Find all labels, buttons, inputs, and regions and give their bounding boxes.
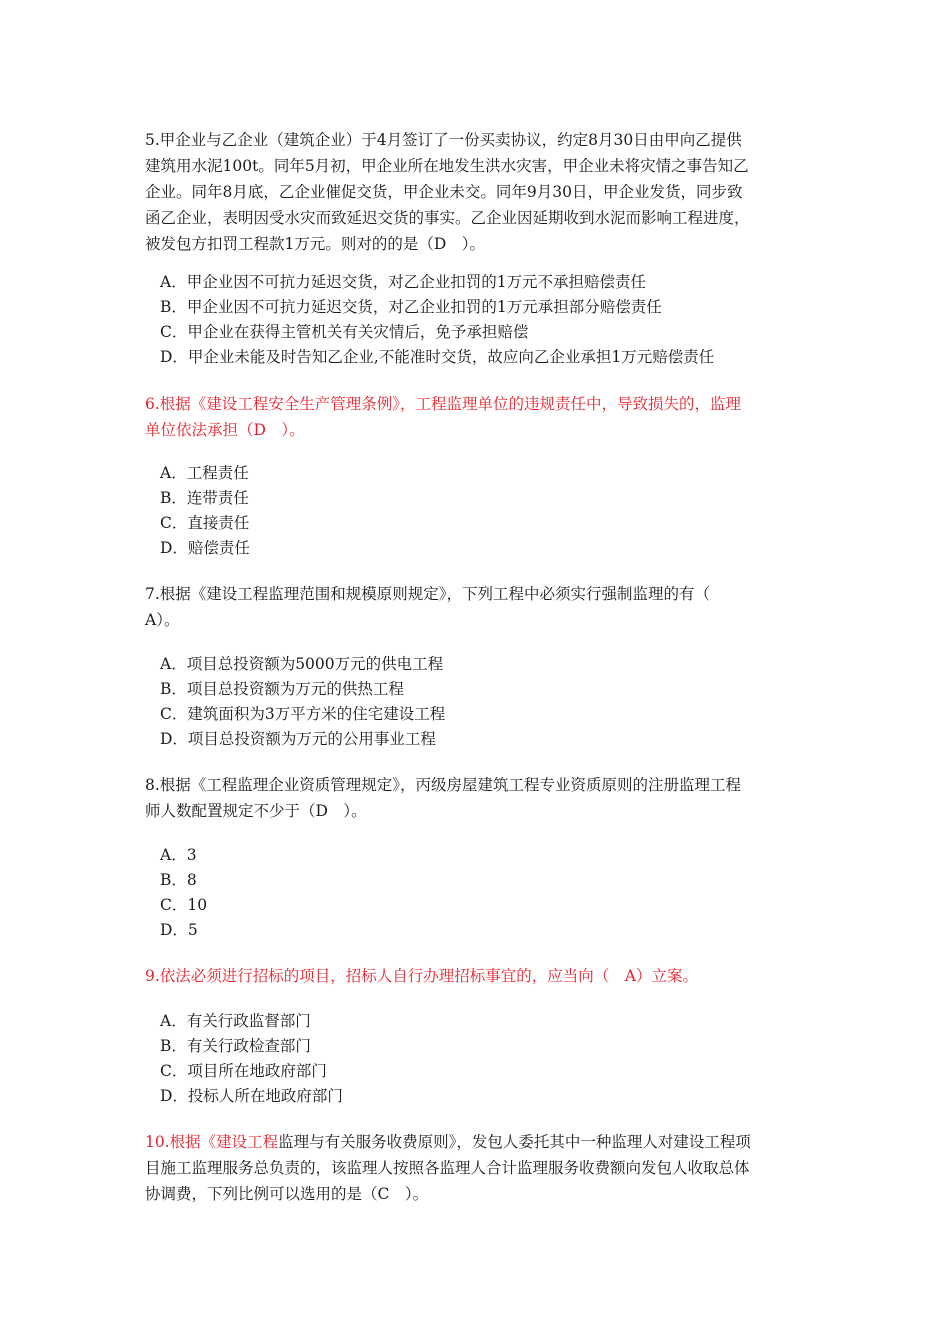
- question-text-line: 6.根据《建设工程安全生产管理条例》，工程监理单位的违规责任中，导致损失的，监理: [145, 395, 742, 413]
- options-9: [160, 1009, 800, 1109]
- question-text-line: 7.根据《建设工程监理范围和规模原则规定》，下列工程中必须实行强制监理的有（: [145, 585, 711, 603]
- option-c: C．10: [160, 896, 208, 914]
- option-d: D．项目总投资额为万元的公用事业工程: [160, 730, 436, 748]
- options-6: [160, 461, 800, 561]
- question-10: [145, 1129, 810, 1207]
- option-a: A．项目总投资额为5000万元的供电工程: [160, 655, 444, 673]
- option-b: B．项目总投资额为万元的供热工程: [160, 680, 404, 698]
- question-text-continuation: 监理与有关服务收费原则》，发包人委托其中一种监理人对建设工程项: [278, 1133, 751, 1151]
- option-d: D．赔偿责任: [160, 539, 250, 557]
- question-9: [145, 963, 810, 989]
- option-a: A．甲企业因不可抗力延迟交货，对乙企业扣罚的1万元不承担赔偿责任: [160, 273, 647, 291]
- question-text-line: 协调费，下列比例可以选用的是（C ）。: [145, 1185, 429, 1203]
- option-d: D．甲企业未能及时告知乙企业,不能准时交货，故应向乙企业承担1万元赔偿责任: [160, 348, 715, 366]
- option-b: B．甲企业因不可抗力延迟交货，对乙企业扣罚的1万元承担部分赔偿责任: [160, 298, 662, 316]
- question-text-line: 5.甲企业与乙企业（建筑企业）于4月签订了一份买卖协议，约定8月30日由甲向乙提供: [145, 131, 742, 149]
- question-text-line: 单位依法承担（D ）。: [145, 421, 305, 439]
- option-c: C．项目所在地政府部门: [160, 1062, 327, 1080]
- option-c: C．直接责任: [160, 514, 250, 532]
- option-b: B．有关行政检查部门: [160, 1037, 311, 1055]
- question-text-line: [145, 1129, 810, 1155]
- question-text-line: 函乙企业，表明因受水灾而致延迟交货的事实。乙企业因延期收到水泥而影响工程进度，: [145, 209, 750, 227]
- options-5: [160, 270, 800, 370]
- question-text-line: 9.依法必须进行招标的项目，招标人自行办理招标事宜的，应当向（ A）立案。: [145, 967, 698, 985]
- question-5: [145, 127, 810, 257]
- question-7: [145, 581, 810, 633]
- question-text-line: 师人数配置规定不少于（D ）。: [145, 802, 367, 820]
- options-8: [160, 843, 800, 943]
- question-text-line: 被发包方扣罚工程款1万元。则对的的是（D ）。: [145, 235, 486, 253]
- option-a: A．3: [160, 846, 197, 864]
- question-text-line: 8.根据《工程监理企业资质管理规定》，丙级房屋建筑工程专业资质原则的注册监理工程: [145, 776, 742, 794]
- option-a: A．工程责任: [160, 464, 249, 482]
- option-c: C．建筑面积为3万平方米的住宅建设工程: [160, 705, 446, 723]
- question-6: [145, 391, 810, 443]
- question-text-line: 建筑用水泥100t。同年5月初，甲企业所在地发生洪水灾害，甲企业未将灾情之事告知乙: [145, 157, 749, 175]
- option-d: D．5: [160, 921, 198, 939]
- option-b: B．8: [160, 871, 197, 889]
- question-text-line: 企业。同年8月底，乙企业催促交货，甲企业未交。同年9月30日，甲企业发货，同步致: [145, 183, 743, 201]
- options-7: [160, 652, 800, 752]
- option-d: D．投标人所在地政府部门: [160, 1087, 343, 1105]
- question-8: [145, 772, 810, 824]
- option-b: B．连带责任: [160, 489, 249, 507]
- question-text-line: 目施工监理服务总负责的，该监理人按照各监理人合计监理服务收费额向发包人收取总体: [145, 1159, 750, 1177]
- option-a: A．有关行政监督部门: [160, 1012, 311, 1030]
- question-text-line: A）。: [145, 611, 180, 629]
- option-c: C．甲企业在获得主管机关有关灾情后，免予承担赔偿: [160, 323, 529, 341]
- question-number-highlight: 10.根据《建设工程: [145, 1133, 279, 1151]
